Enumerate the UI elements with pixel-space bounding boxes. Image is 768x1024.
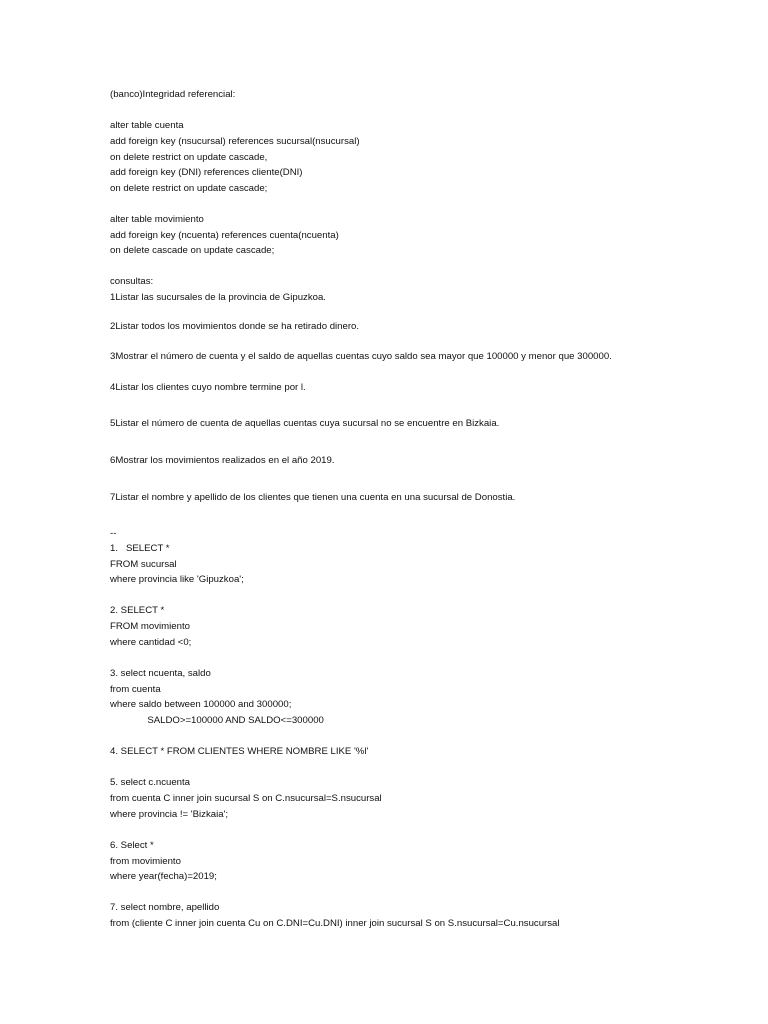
section-label: consultas: bbox=[110, 276, 154, 287]
question-line: 4Listar los clientes cuyo nombre termine por l. bbox=[110, 382, 306, 393]
answer-line: 3. select ncuenta, saldo bbox=[110, 668, 211, 679]
answer-line: where provincia != 'Bizkaia'; bbox=[110, 809, 229, 820]
sql-line: on delete restrict on update cascade, bbox=[110, 152, 268, 163]
answer-line: 5. select c.ncuenta bbox=[110, 777, 190, 788]
answer-line: 6. Select * bbox=[110, 840, 154, 851]
answer-line: 1. SELECT * bbox=[110, 543, 170, 554]
answer-line: from cuenta C inner join sucursal S on C.nsucursal=S.nsucursal bbox=[110, 793, 382, 804]
question-line: 2Listar todos los movimientos donde se ha retirado dinero. bbox=[110, 321, 360, 332]
answer-line: from cuenta bbox=[110, 684, 161, 695]
sql-line: add foreign key (nsucursal) references sucursal(nsucursal) bbox=[110, 136, 360, 147]
sql-line: add foreign key (ncuenta) references cuenta(ncuenta) bbox=[110, 230, 339, 241]
question-line: 5Listar el número de cuenta de aquellas cuentas cuya sucursal no se encuentre en Bizkaia. bbox=[110, 418, 500, 429]
answer-line: FROM sucursal bbox=[110, 559, 177, 570]
answer-line: SALDO>=100000 AND SALDO<=300000 bbox=[110, 715, 324, 726]
sql-line: on delete restrict on update cascade; bbox=[110, 183, 268, 194]
answer-line: 2. SELECT * bbox=[110, 605, 165, 616]
answer-line: FROM movimiento bbox=[110, 621, 190, 632]
answer-line: where saldo between 100000 and 300000; bbox=[110, 699, 292, 710]
answer-line: from (cliente C inner join cuenta Cu on C.DNI=Cu.DNI) inner join sucursal S on S.nsucursal=Cu.nsucursal bbox=[110, 918, 560, 929]
sql-line: on delete cascade on update cascade; bbox=[110, 245, 275, 256]
answer-line: 7. select nombre, apellido bbox=[110, 902, 220, 913]
heading-line: (banco)Integridad referencial: bbox=[110, 89, 236, 100]
question-line: 1Listar las sucursales de la provincia de Gipuzkoa. bbox=[110, 292, 326, 303]
question-line: 3Mostrar el número de cuenta y el saldo de aquellas cuentas cuyo saldo sea mayor que 100000 y menor que 300000. bbox=[110, 351, 612, 362]
question-line: 7Listar el nombre y apellido de los clientes que tienen una cuenta en una sucursal de Donostia. bbox=[110, 492, 516, 503]
sql-line: add foreign key (DNI) references cliente(DNI) bbox=[110, 167, 303, 178]
answer-line: where year(fecha)=2019; bbox=[110, 871, 217, 882]
question-line: 6Mostrar los movimientos realizados en el año 2019. bbox=[110, 455, 335, 466]
answer-line: 4. SELECT * FROM CLIENTES WHERE NOMBRE LIKE '%l' bbox=[110, 746, 369, 757]
sql-line: alter table movimiento bbox=[110, 214, 204, 225]
answer-line: where provincia like 'Gipuzkoa'; bbox=[110, 574, 244, 585]
sql-line: alter table cuenta bbox=[110, 120, 184, 131]
answer-line: from movimiento bbox=[110, 856, 181, 867]
answer-line: where cantidad <0; bbox=[110, 637, 192, 648]
separator-line: -- bbox=[110, 528, 117, 539]
